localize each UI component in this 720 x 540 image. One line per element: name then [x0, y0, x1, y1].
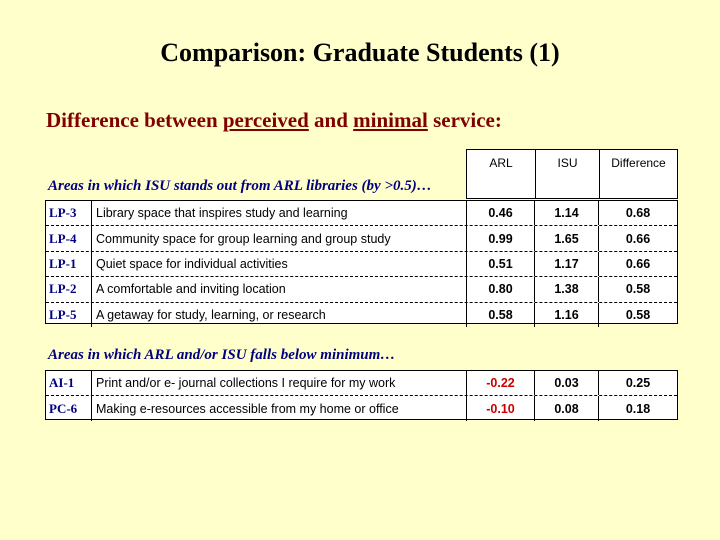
row-code: LP-2: [46, 277, 92, 301]
table-row: [46, 302, 677, 327]
table-below-minimum: [45, 370, 678, 420]
row-arl-value: 0.51: [467, 252, 535, 276]
table-row: [46, 395, 677, 420]
row-isu-value: 0.08: [535, 396, 599, 420]
page-title: Comparison: Graduate Students (1): [160, 38, 560, 67]
column-header-difference: Difference: [599, 150, 677, 198]
table-row: [46, 276, 677, 301]
section2-label: Areas in which ARL and/or ISU falls below minimum…: [48, 347, 396, 363]
table-row: [46, 201, 677, 225]
row-difference-value: 0.58: [625, 307, 651, 322]
row-description: Library space that inspires study and learning: [92, 201, 467, 225]
table-row: [46, 225, 677, 250]
row-isu-value: 1.16: [535, 303, 599, 327]
column-header-arl: ARL: [489, 156, 513, 170]
row-isu-value: 1.17: [535, 252, 599, 276]
row-isu-value: 0.03: [535, 371, 599, 395]
subtitle-minimal: minimal: [353, 108, 428, 132]
row-arl-value: -0.22: [467, 371, 535, 395]
row-arl-value: 0.80: [467, 277, 535, 301]
table-stand-out: [45, 200, 678, 324]
row-description: Print and/or e- journal collections I require for my work: [92, 371, 467, 395]
section1-label: Areas in which ISU stands out from ARL libraries (by >0.5)…: [48, 178, 432, 194]
row-code: LP-1: [46, 252, 92, 276]
row-code: LP-4: [46, 226, 92, 250]
row-description: A getaway for study, learning, or research: [92, 303, 467, 327]
row-description: Quiet space for individual activities: [92, 252, 467, 276]
column-header-isu: ISU: [535, 150, 599, 198]
subtitle-part3: service:: [427, 108, 502, 132]
row-code: PC-6: [46, 396, 92, 420]
row-code: LP-3: [46, 201, 92, 225]
row-arl-value: -0.10: [467, 396, 535, 420]
subtitle: [46, 108, 502, 133]
row-description: Community space for group learning and group study: [92, 226, 467, 250]
row-isu-value: 1.14: [535, 201, 599, 225]
row-isu-value: 1.38: [535, 277, 599, 301]
subtitle-part1: Difference between: [46, 108, 223, 132]
subtitle-part2: and: [308, 108, 354, 132]
table-row: [46, 371, 677, 395]
row-isu-value: 1.65: [535, 226, 599, 250]
row-description: Making e-resources accessible from my home or office: [92, 396, 467, 420]
row-arl-value: 0.99: [467, 226, 535, 250]
row-description: A comfortable and inviting location: [92, 277, 467, 301]
table-row: [46, 251, 677, 276]
row-difference-value: 0.68: [625, 206, 651, 221]
row-difference-value: 0.18: [625, 401, 651, 416]
column-header: [466, 149, 678, 199]
subtitle-perceived: perceived: [222, 108, 309, 132]
row-arl-value: 0.46: [467, 201, 535, 225]
row-difference-value: 0.66: [625, 256, 651, 271]
row-difference-value: 0.66: [625, 231, 651, 246]
row-arl-value: 0.58: [467, 303, 535, 327]
row-difference-value: 0.25: [625, 376, 651, 391]
row-code: LP-5: [46, 303, 92, 327]
row-difference-value: 0.58: [625, 282, 651, 297]
row-code: AI-1: [46, 371, 92, 395]
